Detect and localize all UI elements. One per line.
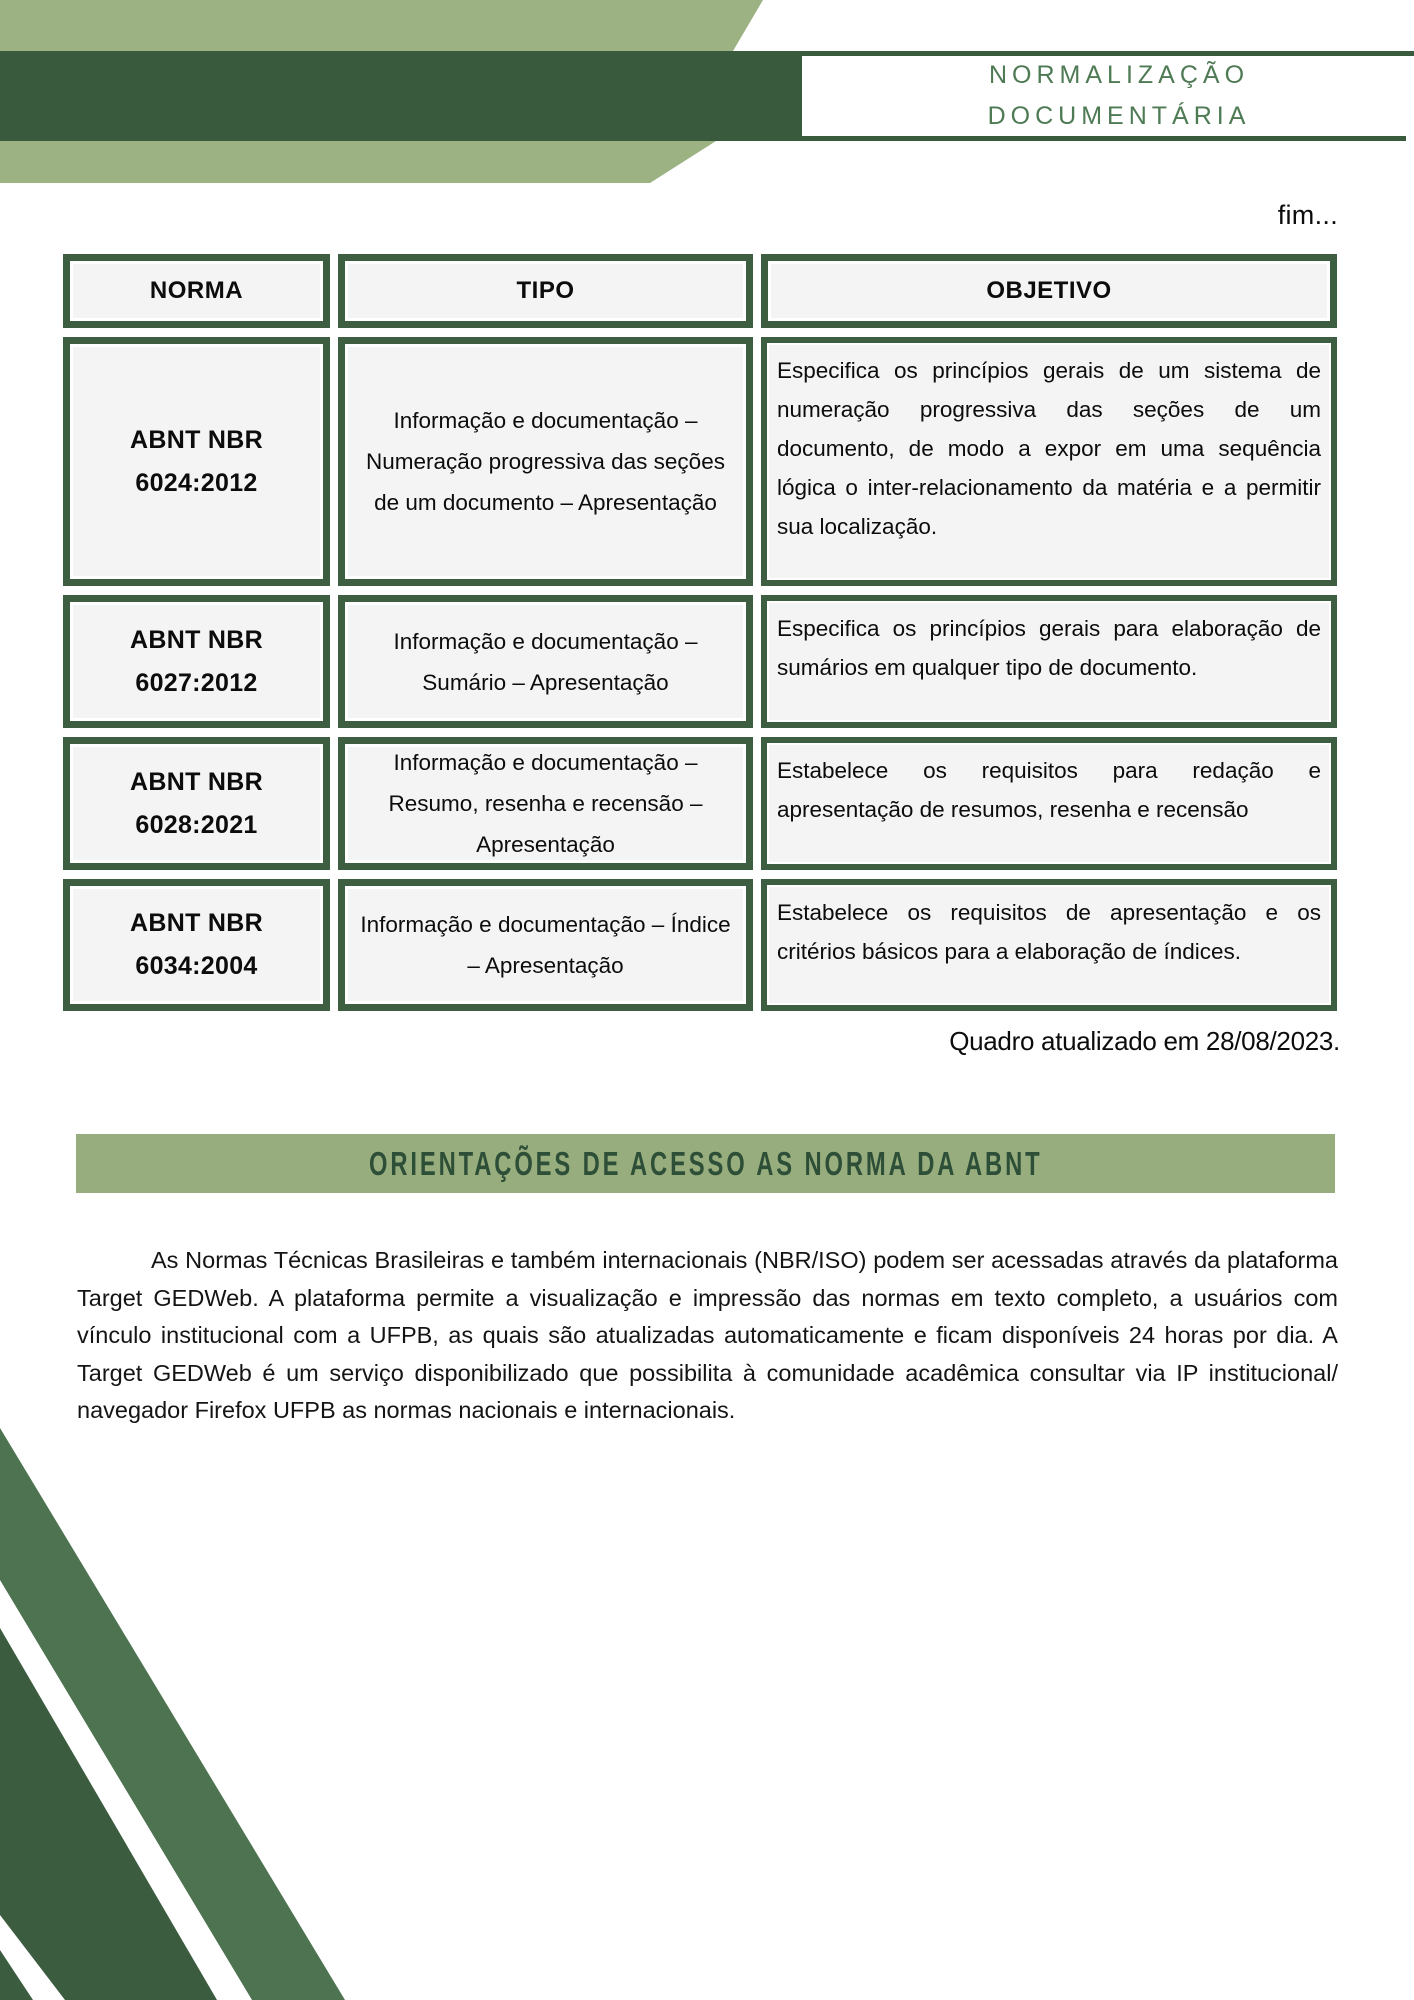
column-header-objetivo: OBJETIVO — [761, 254, 1337, 328]
header-sage-bottom-band — [0, 141, 716, 183]
norms-table — [63, 254, 1337, 1011]
page-header — [802, 54, 1414, 137]
table-row-3-tipo: Informação e documentação – Resumo, resenha e recensão – Apresentação — [338, 737, 753, 870]
page-title-line1: NORMALIZAÇÃO — [988, 60, 1250, 89]
table-row-4-norma: ABNT NBR 6034:2004 — [63, 879, 330, 1011]
section-banner — [76, 1134, 1335, 1193]
table-row-4-objetivo: Estabelece os requisitos de apresentação e os critérios básicos para a elaboração de índices. — [761, 879, 1337, 1011]
table-row-2-objetivo: Especifica os princípios gerais para elaboração de sumários em qualquer tipo de documento. — [761, 595, 1337, 728]
section-banner-title: ORIENTAÇÕES DE ACESSO AS NORMA DA ABNT — [368, 1144, 1043, 1182]
body-paragraph: As Normas Técnicas Brasileiras e também internacionais (NBR/ISO) podem ser acessadas através da plataforma Target GEDWeb. A plataforma permite a visualização e impressão das normas em texto completo, a usuários com vínculo institucional com a UFPB, as quais são atualizadas automaticamente e ficam disponíveis 24 horas por dia. A Target GEDWeb é um serviço disponibilizado que possibilita à comunidade acadêmica consultar via IP institucional/ navegador Firefox UFPB as normas nacionais e internacionais. — [77, 1247, 1338, 1423]
column-header-tipo: TIPO — [338, 254, 753, 328]
table-row-1-tipo: Informação e documentação – Numeração progressiva das seções de um documento – Apresentação — [338, 337, 753, 586]
table-row-1-norma: ABNT NBR 6024:2012 — [63, 337, 330, 586]
table-row-3-objetivo: Estabelece os requisitos para redação e apresentação de resumos, resenha e recensão — [761, 737, 1337, 870]
page-title-line2: DOCUMENTÁRIA — [987, 101, 1251, 130]
column-header-norma: NORMA — [63, 254, 330, 328]
header-dark-band — [0, 51, 802, 141]
table-row-2-tipo: Informação e documentação – Sumário – Apresentação — [338, 595, 753, 728]
table-row-3-norma: ABNT NBR 6028:2021 — [63, 737, 330, 870]
table-row-1-objetivo: Especifica os princípios gerais de um sistema de numeração progressiva das seções de um documento, de modo a expor em uma sequência lógica o inter-relacionamento da matéria e a permitir sua localização. — [761, 337, 1337, 586]
table-caption: Quadro atualizado em 28/08/2023. — [949, 1026, 1340, 1056]
table-row-2-norma: ABNT NBR 6027:2012 — [63, 595, 330, 728]
continuation-label: fim... — [1277, 200, 1338, 230]
table-row-4-tipo: Informação e documentação – Índice – Apresentação — [338, 879, 753, 1011]
header-sage-top-band — [0, 0, 763, 51]
